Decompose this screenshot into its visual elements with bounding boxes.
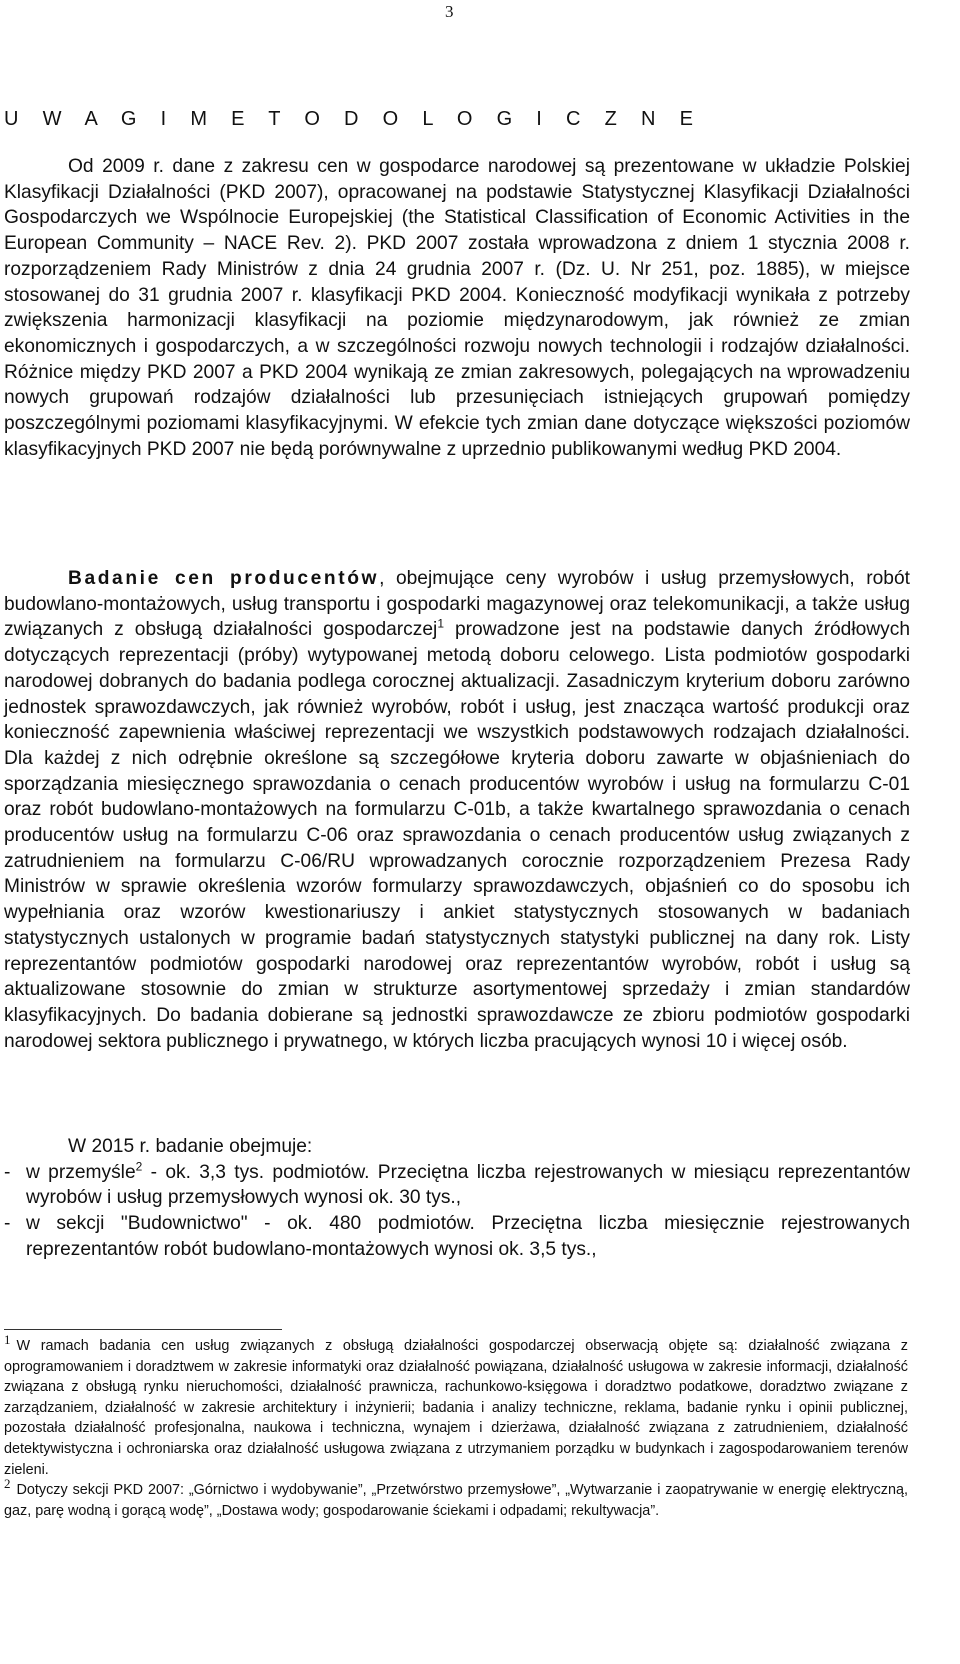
list-item-text-a: w przemyśle — [26, 1161, 136, 1183]
footnote-1 — [4, 1332, 908, 1480]
page-number: 3 — [445, 2, 454, 21]
paragraph-producer-price-survey — [4, 566, 910, 1054]
list-dash: - — [4, 1161, 11, 1183]
footnote-divider — [4, 1329, 282, 1330]
list-item-text: w sekcji "Budownictwo" - ok. 480 podmiotów. Przeciętna liczba miesięcznie rejestrowanych reprezentantów robót budowlano-montażowych wynosi ok. 3,5 tys., — [26, 1213, 910, 1260]
survey-list — [4, 1160, 910, 1263]
list-dash: - — [4, 1213, 11, 1235]
survey-intro: W 2015 r. badanie obejmuje: — [68, 1136, 313, 1157]
footnote-reference-2[interactable]: 2 — [135, 1159, 143, 1174]
footnote-text: W ramach badania cen usług związanych z obsługą działalności gospodarczej obserwacją objęte są: działalność związana z oprogramowaniem i doradztwem w zakresie informatyki oraz działalność powiązana, działalność usługowa w zakresie informacji, działalność związana z obsługą rynku nieruchomości, działalność prawnicza, rachunkowo-księgowa i doradztwo podatkowe, doradztwo związane z zarządzaniem, działalność w zakresie architektury i inżynierii; badania i analizy techniczne, reklama, badanie rynku i opinii publicznej, pozostała działalność profesjonalna, naukowa i techniczna, wynajem i dzierżawa, działalność związana z zatrudnieniem, działalność detektywistyczna i ochroniarska oraz działalność usługowa związana z utrzymaniem porządku w budynkach i zagospodarowaniem terenów zieleni. — [4, 1338, 908, 1478]
footnote-marker: 2 — [4, 1476, 11, 1492]
paragraph-text-part-b: prowadzone jest na podstawie danych źródłowych dotyczących reprezentacji (próby) wytypowanej metodą doboru celowego. Lista podmiotów gospodarki narodowej dobranych do badania podlega corocznej aktualizacji. Zasadniczym kryterium doboru zarówno jednostek sprawozdawczych, jak również wyrobów, robót i usług, jest znacząca wartość produkcji oraz konieczność zapewnienia właściwej reprezentacji we wszystkich podstawowych rodzajach działalności. Dla każdej z nich odrębnie określone są szczegółowe kryteria doboru zawarte w objaśnieniach do sporządzania miesięcznego sprawozdania o cenach producentów wyrobów i usług na formularzu C-01 oraz robót budowlano-montażowych na formularzu C-01b, a także kwartalnego sprawozdania o cenach producentów usług na formularzu C-06 oraz sprawozdania o cenach producentów usług związanych z zatrudnieniem na formularzu C-06/RU wprowadzanych corocznie rozporządzeniem Prezesa Rady Ministrów w sprawie określenia wzorów formularzy sprawozdawczych, objaśnień co do sposobu ich wypełniania oraz wzorów kwestionariuszy i ankiet statystycznych stosowanych w badaniach statystycznych ustalonych w programie badań statystycznych statystyki publicznej na dany rok. Listy reprezentantów podmiotów gospodarki narodowej oraz reprezentantów wyrobów, robót i usług są aktualizowane stosownie do zmian w strukturze asortymentowej sprzedaży i zmian standardów klasyfikacyjnych. Do badania dobierane są jednostki sprawozdawcze ze zbioru podmiotów gospodarki narodowej sektora publicznego i prywatnego, w których liczba pracujących wynosi 10 i więcej osób. — [4, 619, 910, 1052]
list-item-text-b: - ok. 3,3 tys. podmiotów. Przeciętna liczba rejestrowanych w miesiącu reprezentantów wyrobów i usług przemysłowych wynosi ok. 30 tys., — [26, 1161, 910, 1209]
section-heading: U W A G I M E T O D O L O G I C Z N E — [4, 108, 700, 130]
footnote-reference-1[interactable]: 1 — [437, 617, 444, 632]
survey-scope-section — [4, 1134, 910, 1263]
footnote-marker: 1 — [4, 1332, 11, 1348]
list-item-construction — [4, 1211, 910, 1262]
footnote-2 — [4, 1476, 908, 1521]
paragraph-text: Od 2009 r. dane z zakresu cen w gospodarce narodowej są prezentowane w układzie Polskiej Klasyfikacji Działalności (PKD 2007), opracowanej na podstawie Statystycznej Klasyfikacji Działalności Gospodarczych we Wspólnocie Europejskiej (the Statistical Classification of Economic Activities in the European Community – NACE Rev. 2). PKD 2007 została wprowadzona z dniem 1 stycznia 2008 r. rozporządzeniem Rady Ministrów z dnia 24 grudnia 2007 r. (Dz. U. Nr 251, poz. 1885), w miejsce stosowanej do 31 grudnia 2007 r. klasyfikacji PKD 2004. Konieczność modyfikacji wynikała z potrzeby zwiększenia harmonizacji klasyfikacji na poziomie międzynarodowym, jak również ze zmian ekonomicznych i gospodarczych, a w szczególności rozwoju nowych technologii i rodzajów działalności. Różnice między PKD 2007 a PKD 2004 wynikają ze zmian zakresowych, polegających na wprowadzeniu nowych grupowań rodzajów działalności lub przesunięciach istniejących grupowań pomiędzy poszczególnymi poziomami klasyfikacyjnymi. W efekcie tych zmian dane dotyczące większości poziomów klasyfikacyjnych PKD 2007 nie będą porównywalne z uprzednio publikowanymi według PKD 2004. — [4, 156, 910, 460]
list-item-industry — [4, 1160, 910, 1211]
paragraph-content — [4, 566, 910, 1054]
bold-lead-term: Badanie cen producentów — [68, 568, 380, 589]
footnotes-section — [4, 1332, 908, 1521]
paragraph-pkd-classification — [4, 154, 910, 462]
paragraph-text-part-a: , obejmujące ceny wyrobów i usług przemysłowych, robót budowlano-montażowych, usług transportu i gospodarki magazynowej oraz telekomunikacji, a także usług związanych z obsługą działalności gospodarczej — [4, 568, 910, 641]
footnote-text: Dotyczy sekcji PKD 2007: „Górnictwo i wydobywanie”, „Przetwórstwo przemysłowe”, „Wytwarzanie i zaopatrywanie w energię elektryczną, gaz, parę wodną i gorącą wodę”, „Dostawa wody; gospodarowanie ściekami i odpadami; rekultywacja”. — [4, 1482, 908, 1519]
